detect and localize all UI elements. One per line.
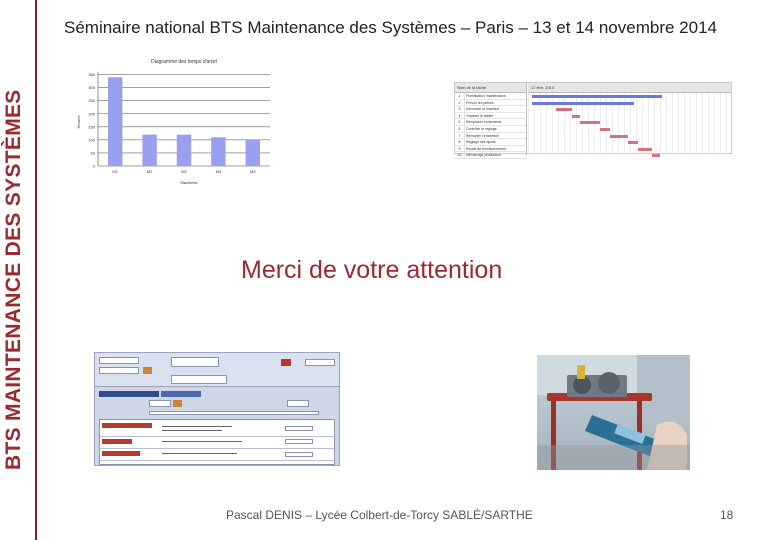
gantt-task-row (455, 146, 526, 153)
gantt-bar (532, 102, 634, 105)
form-tab (161, 391, 201, 397)
chart-title: Diagramme des temps d'arret (151, 59, 217, 65)
form-field (287, 400, 309, 407)
chart-x-tick: M5 (250, 169, 256, 174)
gantt-task-list (455, 83, 527, 158)
gantt-task-name: Contrôler le réglage (465, 126, 497, 131)
gantt-task-name: Réglage des ajusts (465, 140, 496, 145)
form-field (149, 400, 171, 407)
gantt-task-row (455, 100, 526, 107)
form-row-marker (102, 423, 152, 428)
test-bench-photo (537, 355, 690, 470)
gantt-task-name: Remonter l'ensemble (465, 133, 499, 138)
form-field (171, 375, 227, 384)
gantt-task-number: 1 (455, 93, 465, 99)
footer-author: Pascal DENIS – Lycée Colbert-de-Torcy SABLÉ/SARTHE (226, 508, 533, 522)
form-field (285, 426, 313, 431)
form-field (305, 359, 335, 366)
gantt-task-number: 6 (455, 126, 465, 132)
chart-y-tick: 150 (88, 124, 95, 130)
gantt-task-number: 5 (455, 119, 465, 125)
gantt-task-name: Remplacer roulements (465, 120, 502, 125)
gantt-task-number: 7 (455, 133, 465, 139)
gantt-task-row (455, 106, 526, 113)
gantt-chart-screenshot (454, 82, 732, 158)
maintenance-software-screenshot (94, 352, 340, 466)
chart-ylabel: Heures (76, 115, 81, 129)
gantt-task-number: 10 (455, 152, 465, 158)
form-field (171, 357, 219, 367)
side-band (0, 0, 37, 540)
form-field (99, 367, 139, 374)
chart-bar (142, 135, 156, 166)
gantt-task-row (455, 126, 526, 133)
chart-y-tick: 200 (88, 111, 95, 117)
form-divider (100, 448, 334, 449)
form-divider (100, 436, 334, 437)
gantt-task-row (455, 152, 526, 159)
gantt-task-name: Démonter la machine (465, 107, 500, 112)
main-message: Merci de votre attention (241, 256, 503, 284)
gantt-task-row (455, 113, 526, 120)
form-button (173, 400, 182, 407)
gantt-task-name: Prévoir les pièces (465, 100, 494, 105)
gantt-task-number: 3 (455, 106, 465, 112)
gantt-bar (572, 115, 580, 118)
gantt-bar (652, 154, 660, 157)
form-text-line (162, 430, 222, 431)
downtime-bar-chart (74, 54, 284, 190)
side-banner: BTS MAINTENANCE DES SYSTÈMES (2, 89, 25, 470)
form-text-line (162, 441, 242, 442)
gantt-rows (455, 93, 526, 159)
form-field (99, 357, 139, 364)
chart-bar (246, 140, 260, 166)
gantt-bar (638, 148, 652, 151)
gantt-task-row (455, 93, 526, 100)
gantt-bar (580, 121, 600, 124)
chart-y-tick: 100 (88, 137, 95, 143)
chart-x-tick: M1 (112, 169, 118, 174)
gantt-bar (628, 141, 638, 144)
chart-y-tick: 0 (92, 163, 95, 169)
gantt-task-row (455, 133, 526, 140)
form-button (281, 359, 291, 366)
gantt-task-row (455, 139, 526, 146)
gantt-task-name: Essais de fonctionnement (465, 146, 507, 151)
form-field (285, 452, 313, 457)
chart-bar (211, 137, 225, 166)
page-number: 18 (720, 508, 734, 522)
chart-bar (108, 77, 122, 166)
gantt-task-number: 2 (455, 100, 465, 106)
gantt-date-header: 17 févr. 2014 (528, 83, 731, 93)
chart-x-tick: M3 (181, 169, 187, 174)
chart-plot-area (88, 72, 270, 174)
gantt-task-row (455, 119, 526, 126)
gantt-task-header: Nom de la tâche (455, 83, 526, 93)
form-row-marker (102, 451, 140, 456)
gantt-task-number: 4 (455, 113, 465, 119)
form-row-marker (102, 439, 132, 444)
chart-x-tick: M2 (146, 169, 153, 174)
test-bench-illustration (537, 355, 690, 470)
chart-y-tick: 350 (88, 72, 95, 78)
form-text-line (162, 426, 232, 427)
gantt-task-name: Démarrage production (465, 153, 501, 158)
gantt-task-name: Planification maintenance (465, 94, 506, 98)
chart-xlabel: Machines (180, 180, 198, 185)
gantt-bar (556, 108, 572, 111)
gantt-task-name: Graisser le tablier (465, 113, 494, 118)
form-table (99, 419, 335, 465)
gantt-bar (532, 95, 662, 98)
gantt-timeline (528, 83, 731, 155)
chart-y-tick: 50 (90, 150, 95, 156)
gantt-task-number: 8 (455, 139, 465, 145)
form-header-area (95, 353, 339, 387)
form-divider (100, 460, 334, 461)
chart-bar (177, 135, 191, 166)
slide-header: Séminaire national BTS Maintenance des Systèmes – Paris – 13 et 14 novembre 2014 (64, 18, 717, 37)
gantt-bar (600, 128, 610, 131)
form-button (143, 367, 152, 374)
gantt-task-number: 9 (455, 146, 465, 152)
gantt-bar (610, 135, 628, 138)
chart-svg (74, 54, 284, 190)
form-field (285, 439, 313, 444)
form-text-line (162, 453, 237, 454)
chart-x-tick: M4 (215, 169, 222, 174)
chart-y-tick: 250 (88, 98, 95, 104)
chart-y-tick: 300 (88, 85, 95, 91)
form-field (149, 411, 319, 415)
form-tab (99, 391, 159, 397)
